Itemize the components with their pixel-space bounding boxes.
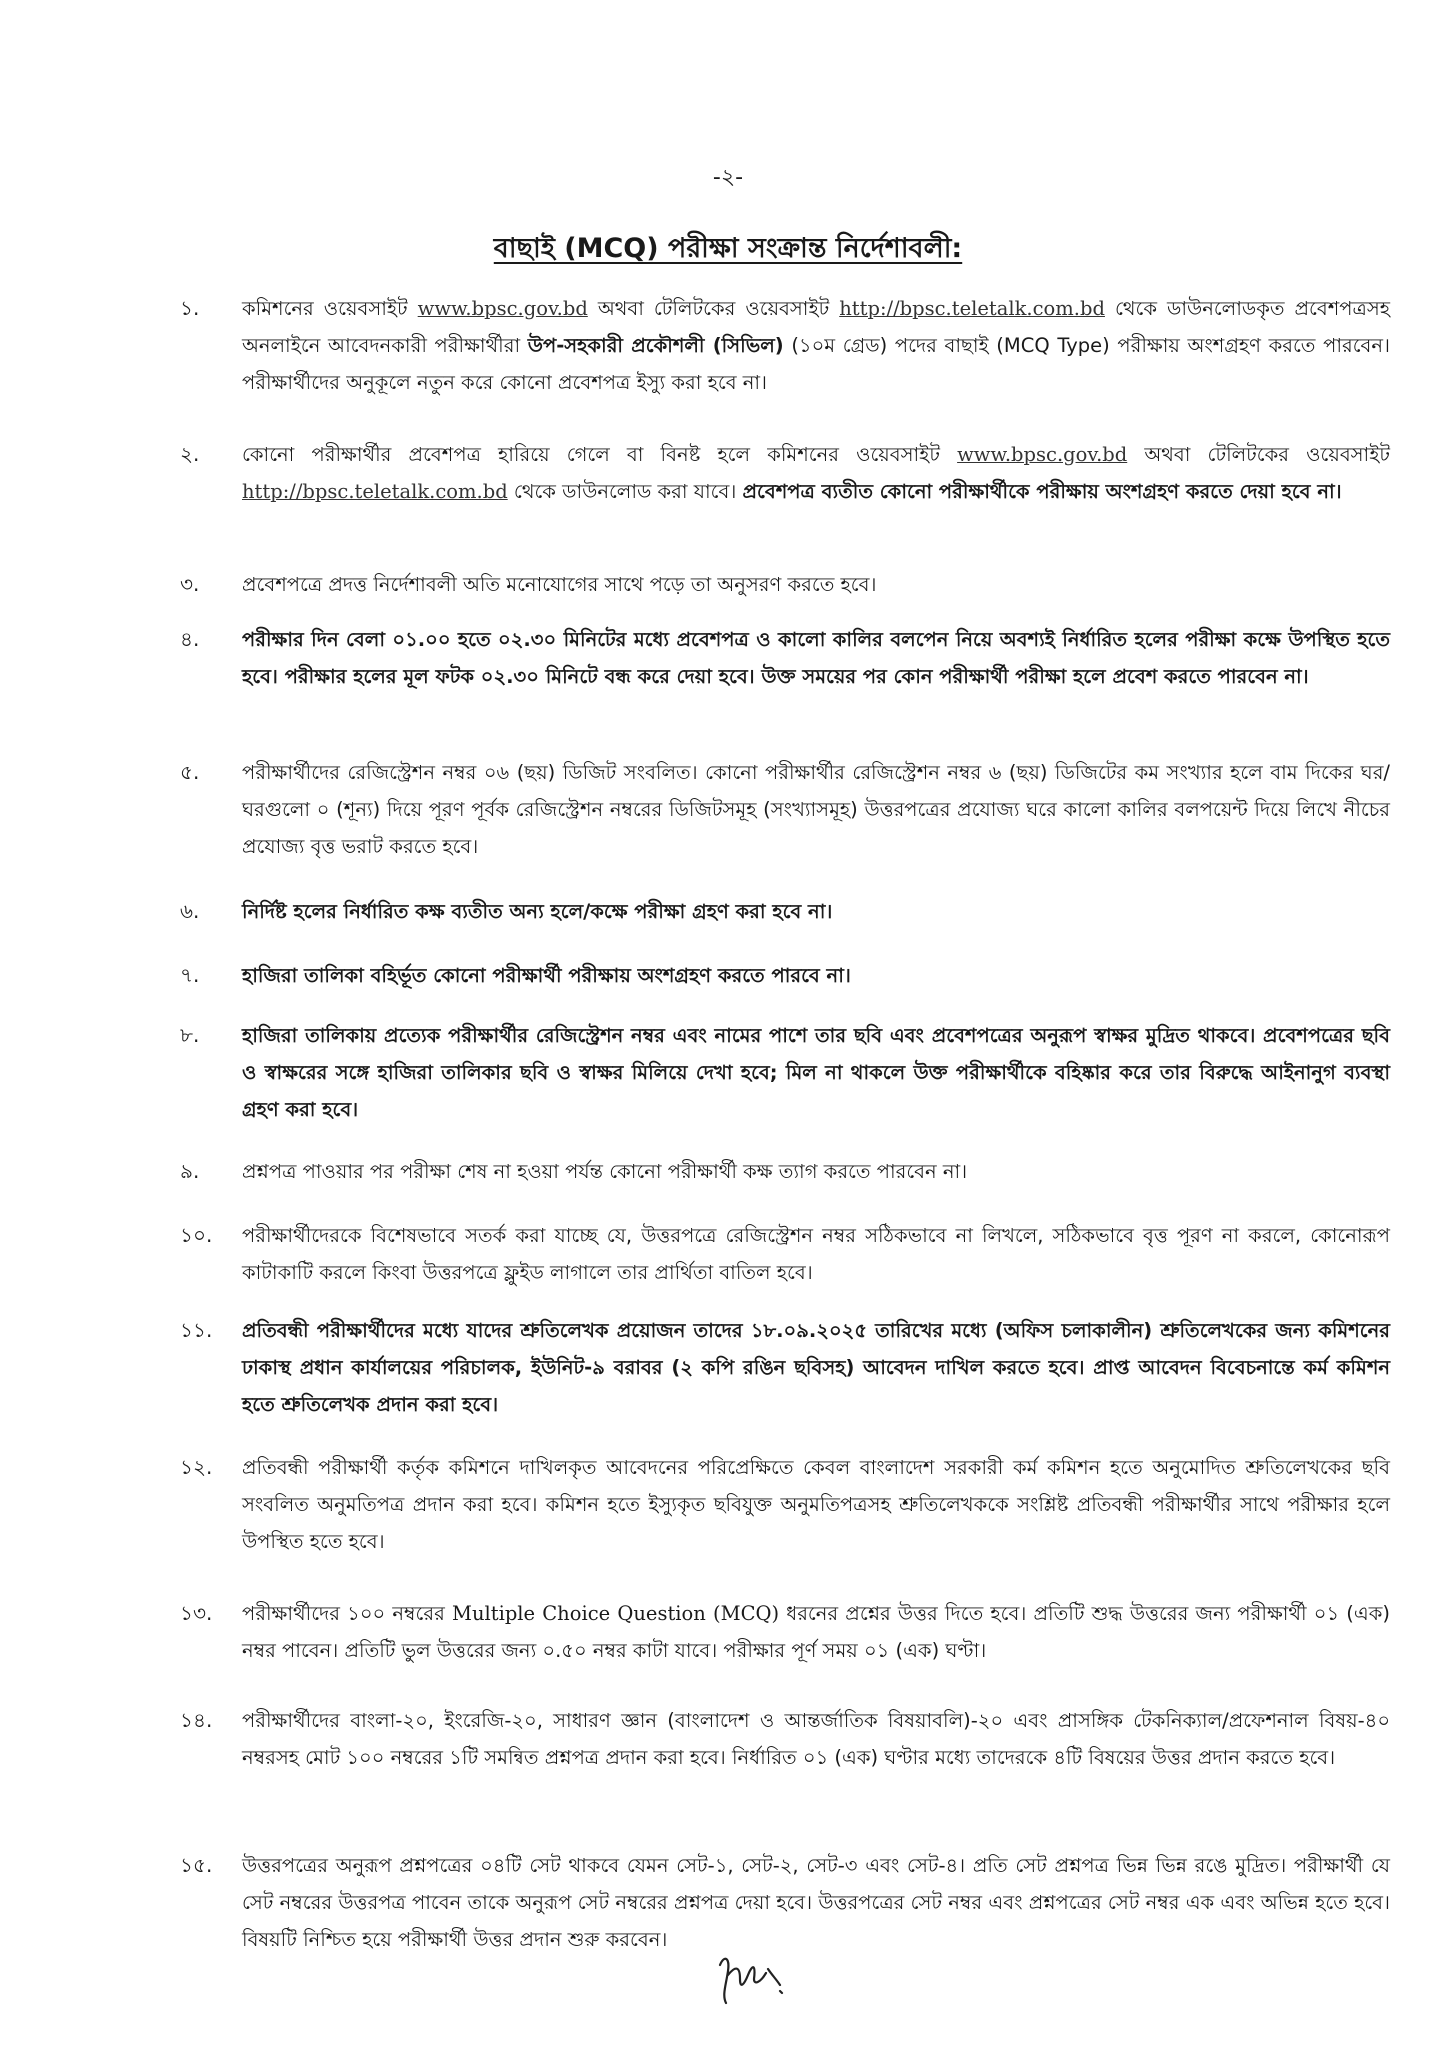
bold-text: উপ-সহকারী প্রকৌশলী (সিভিল) xyxy=(527,334,784,357)
text-segment: প্রতিবন্ধী পরীক্ষার্থী কর্তৃক কমিশনে দাখিলকৃত আবেদনের পরিপ্রেক্ষিতে কেবল বাংলাদেশ সরকারী কর্ম কমিশন হতে অনুমোদিত শ্রুতিলেখকের ছবি সংবলিত অনুমতিপত্র প্রদান করা হবে। কমিশন হতে ইস্যুকৃত ছবিযুক্ত অনুমতিপত্রসহ শ্রুতিলেখককে সংশ্লিষ্ট প্রতিবন্ধী পরীক্ষার্থীর সাথে পরীক্ষার হলে উপস্থিত হতে হবে। xyxy=(242,1456,1390,1553)
item-number: ৯. xyxy=(180,1159,200,1183)
list-item xyxy=(180,1153,1390,1190)
item-number: ১১. xyxy=(180,1318,213,1342)
list-item xyxy=(180,1449,1390,1560)
list-item xyxy=(180,436,1390,510)
item-text xyxy=(242,1449,1390,1560)
item-number: ১৫. xyxy=(180,1853,213,1877)
text-segment: প্রবেশপত্রে প্রদত্ত নির্দেশাবলী অতি মনোযোগের সাথে পড়ে তা অনুসরণ করতে হবে। xyxy=(242,573,877,596)
item-number: ৭. xyxy=(180,963,200,987)
list-item xyxy=(180,290,1390,401)
text-segment: থেকে ডাউনলোডকৃত প্রবেশপত্রসহ অনলাইনে আবেদনকারী পরীক্ষার্থীরা xyxy=(242,297,1390,357)
document-title: বাছাই (MCQ) পরীক্ষা সংক্রান্ত নির্দেশাবলী: xyxy=(493,233,963,264)
item-text xyxy=(242,566,1390,603)
bold-text: পরীক্ষার দিন বেলা ০১.০০ হতে ০২.৩০ মিনিটের মধ্যে প্রবেশপত্র ও কালো কালির বলপেন নিয়ে অবশ্যই নির্ধারিত হলের পরীক্ষা কক্ষে উপস্থিত হতে হবে। পরীক্ষার হলের মূল ফটক ০২.৩০ মিনিটে বন্ধ করে দেয়া হবে। উক্ত সময়ের পর কোন পরীক্ষার্থী পরীক্ষা হলে প্রবেশ করতে পারবেন না। xyxy=(242,628,1390,688)
text-segment: অথবা টেলিটকের ওয়েবসাইট xyxy=(1127,443,1390,466)
list-item xyxy=(180,1017,1390,1128)
website-link[interactable]: http://bpsc.teletalk.com.bd xyxy=(839,297,1105,320)
page-number: -২- xyxy=(712,165,744,190)
text-segment: ধরনের প্রশ্নের উত্তর দিতে হবে। প্রতিটি শুদ্ধ উত্তরের জন্য পরীক্ষার্থী ০১ (এক) নম্বর পাবেন। প্রতিটি ভুল উত্তরের জন্য ০.৫০ নম্বর কাটা যাবে। পরীক্ষার পূর্ণ সময় ০১ (এক) ঘণ্টা। xyxy=(242,1602,1390,1662)
list-item xyxy=(180,1702,1390,1776)
item-number: ৫. xyxy=(180,760,200,784)
item-text xyxy=(242,754,1390,865)
item-text xyxy=(242,1847,1390,1958)
bold-text: হাজিরা তালিকা বহির্ভূত কোনো পরীক্ষার্থী পরীক্ষায় অংশগ্রহণ করতে পারবে না। xyxy=(242,964,851,987)
item-number: ১২. xyxy=(180,1455,213,1479)
item-text xyxy=(242,1312,1390,1423)
list-item xyxy=(180,1595,1390,1669)
text-segment: পরীক্ষার্থীদের ১০০ নম্বরের xyxy=(242,1602,452,1625)
text-segment: কমিশনের ওয়েবসাইট xyxy=(242,297,418,320)
item-text xyxy=(242,893,1390,930)
item-number: ১৩. xyxy=(180,1601,213,1625)
item-number: ৮. xyxy=(180,1023,200,1047)
list-item xyxy=(180,1847,1390,1958)
signature xyxy=(710,1945,790,2015)
website-link[interactable]: www.bpsc.gov.bd xyxy=(957,443,1128,466)
item-number: ১. xyxy=(180,296,200,320)
text-segment: পরীক্ষার্থীদের রেজিস্ট্রেশন নম্বর ০৬ (ছয়) ডিজিট সংবলিত। কোনো পরীক্ষার্থীর রেজিস্ট্রেশন নম্বর ৬ (ছয়) ডিজিটের কম সংখ্যার হলে বাম দিকের ঘর/ঘরগুলো ০ (শূন্য) দিয়ে পূরণ পূর্বক রেজিস্ট্রেশন নম্বরের ডিজিটসমূহ (সংখ্যাসমূহ) উত্তরপত্রের প্রযোজ্য ঘরে কালো কালির বলপয়েন্ট দিয়ে লিখে নীচের প্রযোজ্য বৃত্ত ভরাট করতে হবে। xyxy=(242,761,1390,858)
item-text xyxy=(242,1017,1390,1128)
text-segment: প্রশ্নপত্র পাওয়ার পর পরীক্ষা শেষ না হওয়া পর্যন্ত কোনো পরীক্ষার্থী কক্ষ ত্যাগ করতে পারবেন না। xyxy=(242,1160,968,1183)
item-text xyxy=(242,1153,1390,1190)
bold-text: নির্দিষ্ট হলের নির্ধারিত কক্ষ ব্যতীত অন্য হলে/কক্ষে পরীক্ষা গ্রহণ করা হবে না। xyxy=(242,900,833,923)
item-text xyxy=(242,621,1390,695)
item-text xyxy=(242,1217,1390,1291)
website-link[interactable]: www.bpsc.gov.bd xyxy=(417,297,588,320)
item-number: ১০. xyxy=(180,1223,213,1247)
item-number: ২. xyxy=(180,442,200,466)
item-text xyxy=(242,1595,1390,1669)
list-item xyxy=(180,1312,1390,1423)
item-text xyxy=(242,1702,1390,1776)
item-text xyxy=(242,436,1390,510)
list-item xyxy=(180,621,1390,695)
text-segment: কোনো পরীক্ষার্থীর প্রবেশপত্র হারিয়ে গেলে বা বিনষ্ট হলে কমিশনের ওয়েবসাইট xyxy=(242,443,958,466)
text-segment: পরীক্ষার্থীদেরকে বিশেষভাবে সতর্ক করা যাচ্ছে যে, উত্তরপত্রে রেজিস্ট্রেশন নম্বর সঠিকভাবে না লিখলে, সঠিকভাবে বৃত্ত পূরণ না করলে, কোনোরূপ কাটাকাটি করলে কিংবা উত্তরপত্রে ফ্লুইড লাগালে তার প্রার্থিতা বাতিল হবে। xyxy=(242,1224,1390,1284)
website-link[interactable]: http://bpsc.teletalk.com.bd xyxy=(242,480,508,503)
list-item xyxy=(180,1217,1390,1291)
text-segment: (১০ম গ্রেড) পদের বাছাই (MCQ Type) পরীক্ষায় অংশগ্রহণ করতে পারবেন। পরীক্ষার্থীদের অনুকূলে নতুন করে কোনো প্রবেশপত্র ইস্যু করা হবে না। xyxy=(242,334,1390,394)
item-text xyxy=(242,957,1390,994)
list-item xyxy=(180,566,1390,603)
list-item xyxy=(180,893,1390,930)
item-number: ৬. xyxy=(180,899,200,923)
list-item xyxy=(180,957,1390,994)
bold-text: হাজিরা তালিকায় প্রত্যেক পরীক্ষার্থীর রেজিস্ট্রেশন নম্বর এবং নামের পাশে তার ছবি এবং প্রবেশপত্রের অনুরূপ স্বাক্ষর মুদ্রিত থাকবে। প্রবেশপত্রের ছবি ও স্বাক্ষরের সঙ্গে হাজিরা তালিকার ছবি ও স্বাক্ষর মিলিয়ে দেখা হবে; মিল না থাকলে উক্ত পরীক্ষার্থীকে বহিষ্কার করে তার বিরুদ্ধে আইনানুগ ব্যবস্থা গ্রহণ করা হবে। xyxy=(242,1024,1390,1121)
item-number: ৪. xyxy=(180,627,200,651)
item-number: ৩. xyxy=(180,572,200,596)
item-text xyxy=(242,290,1390,401)
bold-text: প্রতিবন্ধী পরীক্ষার্থীদের মধ্যে যাদের শ্রুতিলেখক প্রয়োজন তাদের ১৮.০৯.২০২৫ তারিখের মধ্যে (অফিস চলাকালীন) শ্রুতিলেখকের জন্য কমিশনের ঢাকাস্থ প্রধান কার্যালয়ের পরিচালক, ইউনিট-৯ বরাবর (২ কপি রঙিন ছবিসহ) আবেদন দাখিল করতে হবে। প্রাপ্ত আবেদন বিবেচনান্তে কর্ম কমিশন হতে শ্রুতিলেখক প্রদান করা হবে। xyxy=(242,1319,1390,1416)
text-segment: থেকে ডাউনলোড করা যাবে। xyxy=(507,480,743,503)
item-number: ১৪. xyxy=(180,1708,213,1732)
text-segment: উত্তরপত্রের অনুরূপ প্রশ্নপত্রের ০৪টি সেট থাকবে যেমন সেট-১, সেট-২, সেট-৩ এবং সেট-৪। প্রতি সেট প্রশ্নপত্র ভিন্ন ভিন্ন রঙে মুদ্রিত। পরীক্ষার্থী যে সেট নম্বরের উত্তরপত্র পাবেন তাকে অনুরূপ সেট নম্বরের প্রশ্নপত্র দেয়া হবে। উত্তরপত্রের সেট নম্বর এবং প্রশ্নপত্রের সেট নম্বর এক এবং অভিন্ন হতে হবে। বিষয়টি নিশ্চিত হয়ে পরীক্ষার্থী উত্তর প্রদান শুরু করবেন। xyxy=(242,1854,1390,1951)
text-segment: অথবা টেলিটকের ওয়েবসাইট xyxy=(587,297,840,320)
bold-text: প্রবেশপত্র ব্যতীত কোনো পরীক্ষার্থীকে পরীক্ষায় অংশগ্রহণ করতে দেয়া হবে না। xyxy=(742,480,1342,503)
text-segment: Multiple Choice Question (MCQ) xyxy=(451,1602,780,1625)
text-segment: পরীক্ষার্থীদের বাংলা-২০, ইংরেজি-২০, সাধারণ জ্ঞান (বাংলাদেশ ও আন্তর্জাতিক বিষয়াবলি)-২০ এবং প্রাসঙ্গিক টেকনিক্যাল/প্রফেশনাল বিষয়-৪০ নম্বরসহ মোট ১০০ নম্বরের ১টি সমন্বিত প্রশ্নপত্র প্রদান করা হবে। নির্ধারিত ০১ (এক) ঘণ্টার মধ্যে তাদেরকে ৪টি বিষয়ের উত্তর প্রদান করতে হবে। xyxy=(242,1709,1390,1769)
list-item xyxy=(180,754,1390,865)
